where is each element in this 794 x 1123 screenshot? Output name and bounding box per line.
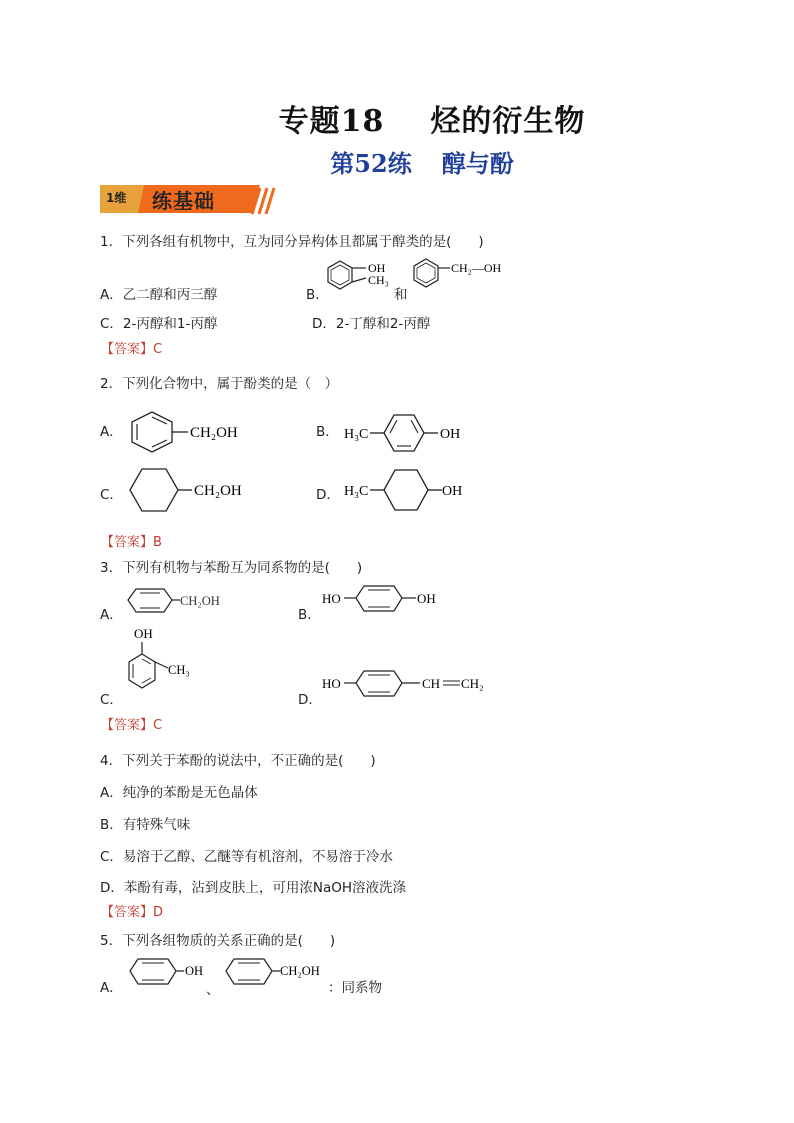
q2-b-h3c: H₃C xyxy=(344,427,369,442)
q2-answer: 【答案】B xyxy=(101,535,162,550)
q1-b-ch2oh: CH₂—OH xyxy=(451,261,502,275)
q4-answer: 【答案】D xyxy=(101,905,164,920)
q2-option-c: C． xyxy=(100,487,123,503)
q1-stem: 1．下列各组有机物中，互为同分异构体且都属于醇类的是( ) xyxy=(100,234,484,250)
q1-b-ch3: CH₃ xyxy=(368,273,389,287)
q3-option-d: D． xyxy=(298,692,322,708)
q1-option-a: A．乙二醇和丙三醇 xyxy=(100,287,218,303)
q2-c-ch2oh: CH₂OH xyxy=(194,483,242,499)
q1-answer: 【答案】C xyxy=(101,342,163,357)
q5-a-ch2oh: CH₂OH xyxy=(280,964,320,978)
q2-option-a: A． xyxy=(100,424,123,440)
q4-stem: 4．下列关于苯酚的说法中，不正确的是( ) xyxy=(100,753,376,769)
q2-b-mol xyxy=(342,410,472,456)
q3-b-ho: HO xyxy=(322,591,341,606)
q3-a-mol xyxy=(122,585,242,619)
q3-b-mol xyxy=(322,583,452,617)
q3-a-ch2oh: CH₂OH xyxy=(180,594,220,608)
q3-c-oh: OH xyxy=(134,626,153,641)
q4-option-d: D．苯酚有毒，沾到皮肤上，可用浓NaOH溶液洗涤 xyxy=(100,880,407,896)
q1-b-join: 和 xyxy=(394,287,408,303)
banner-label: 练基础 xyxy=(152,189,215,213)
page-title xyxy=(0,96,794,140)
q3-d-ch: CH xyxy=(422,676,441,691)
q3-option-a: A． xyxy=(100,607,123,623)
q4-option-a: A．纯净的苯酚是无色晶体 xyxy=(100,785,258,801)
q2-b-oh: OH xyxy=(440,427,461,442)
q2-a-mol xyxy=(126,410,256,454)
lesson-name: 醇与酚 xyxy=(441,149,514,178)
q3-d-mol xyxy=(322,668,502,702)
q3-answer: 【答案】C xyxy=(101,718,163,733)
q5-a-tail: ：同系物 xyxy=(328,980,382,996)
q2-d-h3c: H₃C xyxy=(344,484,369,499)
q5-stem: 5．下列各组物质的关系正确的是( ) xyxy=(100,933,336,949)
q3-option-c: C． xyxy=(100,692,123,708)
topic-number: 专题18 xyxy=(278,104,385,139)
q3-b-oh: OH xyxy=(417,591,436,606)
q1-b-mol2 xyxy=(408,254,518,298)
topic-title: 烃的衍生物 xyxy=(430,104,586,139)
q3-stem: 3．下列有机物与苯酚互为同系物的是( ) xyxy=(100,560,363,576)
q1-option-c: C．2-丙醇和1-丙醇 xyxy=(100,316,218,332)
q5-a-sep: 、 xyxy=(206,982,220,998)
q5-option-a: A． xyxy=(100,980,123,996)
q3-d-ch2: CH₂ xyxy=(461,676,484,691)
lesson-number: 第52练 xyxy=(330,149,412,178)
q5-a-mol1 xyxy=(124,956,214,990)
q2-a-ch2oh: CH₂OH xyxy=(190,425,238,441)
q1-b-mol1 xyxy=(322,256,392,298)
q2-option-b: B． xyxy=(316,424,339,440)
banner-level: 1维 xyxy=(106,191,127,205)
q2-option-d: D． xyxy=(316,487,340,503)
q4-option-c: C．易溶于乙醇、乙醚等有机溶剂，不易溶于冷水 xyxy=(100,849,393,865)
q3-d-ho: HO xyxy=(322,676,341,691)
q4-option-b: B．有特殊气味 xyxy=(100,817,191,833)
q5-a-oh: OH xyxy=(185,964,204,978)
q5-a-mol2 xyxy=(220,956,340,990)
lesson-title xyxy=(0,144,794,179)
q2-d-oh: OH xyxy=(442,484,463,499)
q3-c-mol xyxy=(118,624,208,704)
q1-b-oh: OH xyxy=(368,261,386,275)
q3-c-ch3: CH₃ xyxy=(168,663,190,677)
q2-stem: 2．下列化合物中，属于酚类的是（ ） xyxy=(100,376,339,392)
q1-option-d: D．2-丁醇和2-丙醇 xyxy=(312,316,431,332)
q2-c-mol xyxy=(126,466,256,516)
q2-d-mol xyxy=(342,466,472,516)
q3-option-b: B． xyxy=(298,607,321,623)
q1-option-b: B． xyxy=(306,287,329,303)
